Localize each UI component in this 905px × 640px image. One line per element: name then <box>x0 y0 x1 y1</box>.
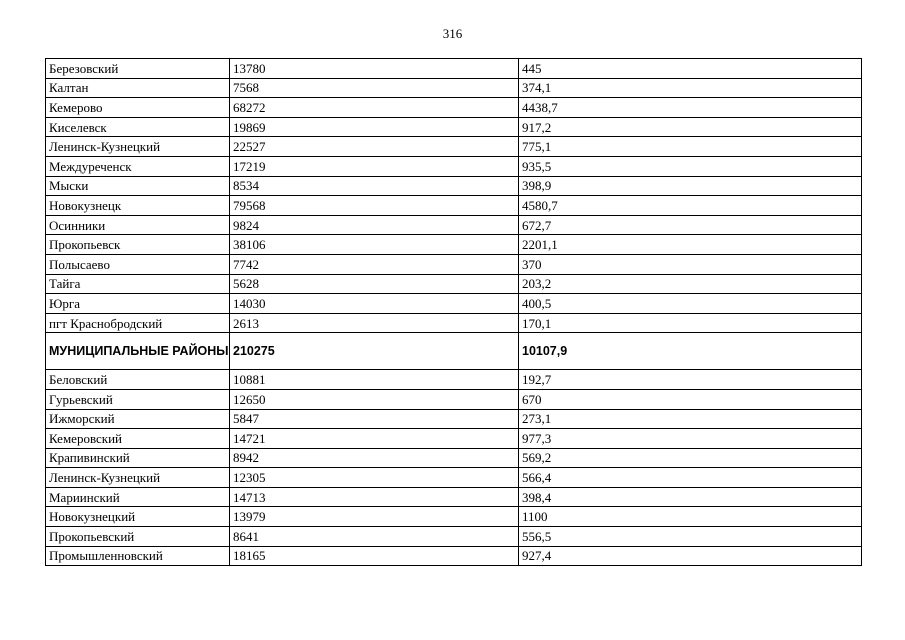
cell-value-1: 79568 <box>230 196 519 216</box>
section-row <box>46 333 862 370</box>
cell-name: Междуреченск <box>46 156 230 176</box>
table-row <box>46 507 862 527</box>
cell-name: Прокопьевск <box>46 235 230 255</box>
cell-value-1: 14721 <box>230 429 519 449</box>
cell-value-2: 917,2 <box>519 117 862 137</box>
cell-value-2: 192,7 <box>519 370 862 390</box>
table-row <box>46 313 862 333</box>
table-row <box>46 137 862 157</box>
cell-name: Березовский <box>46 59 230 79</box>
cell-name: Новокузнецк <box>46 196 230 216</box>
cell-name: Осинники <box>46 215 230 235</box>
cell-value-1: 12650 <box>230 389 519 409</box>
table-row <box>46 389 862 409</box>
table-row <box>46 117 862 137</box>
cell-value-1: 5628 <box>230 274 519 294</box>
cell-value-1: 17219 <box>230 156 519 176</box>
cell-name: Беловский <box>46 370 230 390</box>
cell-value-1: 8942 <box>230 448 519 468</box>
cell-value-1: 13780 <box>230 59 519 79</box>
cell-name: Ижморский <box>46 409 230 429</box>
table-row <box>46 409 862 429</box>
cell-value-2: 672,7 <box>519 215 862 235</box>
cell-value-1: 9824 <box>230 215 519 235</box>
cell-value-1: 19869 <box>230 117 519 137</box>
table-row <box>46 527 862 547</box>
cell-value-2: 4580,7 <box>519 196 862 216</box>
cell-value-1: 8641 <box>230 527 519 547</box>
table-row <box>46 468 862 488</box>
cell-name: пгт Краснобродский <box>46 313 230 333</box>
cell-name: Тайга <box>46 274 230 294</box>
cell-value-1: 210275 <box>230 333 519 370</box>
table-row <box>46 546 862 566</box>
table-row <box>46 370 862 390</box>
cell-name: Прокопьевский <box>46 527 230 547</box>
table-row <box>46 448 862 468</box>
cell-name: Киселевск <box>46 117 230 137</box>
cell-value-2: 670 <box>519 389 862 409</box>
cell-name: Промышленновский <box>46 546 230 566</box>
table-row <box>46 274 862 294</box>
cell-value-2: 445 <box>519 59 862 79</box>
page-number: 316 <box>442 26 463 41</box>
data-table <box>45 58 862 566</box>
table-row <box>46 235 862 255</box>
cell-value-2: 398,4 <box>519 487 862 507</box>
cell-value-2: 569,2 <box>519 448 862 468</box>
cell-value-1: 12305 <box>230 468 519 488</box>
cell-value-2: 398,9 <box>519 176 862 196</box>
cell-name: Мыски <box>46 176 230 196</box>
cell-value-2: 566,4 <box>519 468 862 488</box>
cell-name: Юрга <box>46 294 230 314</box>
table-row <box>46 487 862 507</box>
cell-name: Мариинский <box>46 487 230 507</box>
table-row <box>46 156 862 176</box>
cell-value-2: 927,4 <box>519 546 862 566</box>
cell-value-2: 400,5 <box>519 294 862 314</box>
cell-value-1: 2613 <box>230 313 519 333</box>
table-row <box>46 78 862 98</box>
cell-value-1: 38106 <box>230 235 519 255</box>
cell-value-1: 68272 <box>230 98 519 118</box>
cell-value-1: 7742 <box>230 254 519 274</box>
table-row <box>46 59 862 79</box>
table-row <box>46 176 862 196</box>
cell-value-2: 775,1 <box>519 137 862 157</box>
cell-value-2: 370 <box>519 254 862 274</box>
cell-value-2: 4438,7 <box>519 98 862 118</box>
cell-value-2: 935,5 <box>519 156 862 176</box>
table-row <box>46 254 862 274</box>
cell-name: Кемеровский <box>46 429 230 449</box>
table-row <box>46 215 862 235</box>
cell-value-1: 13979 <box>230 507 519 527</box>
cell-value-2: 170,1 <box>519 313 862 333</box>
cell-value-2: 203,2 <box>519 274 862 294</box>
cell-value-2: 1100 <box>519 507 862 527</box>
cell-name: Ленинск-Кузнецкий <box>46 468 230 488</box>
cell-value-1: 22527 <box>230 137 519 157</box>
table-row <box>46 196 862 216</box>
cell-value-2: 977,3 <box>519 429 862 449</box>
cell-name: Крапивинский <box>46 448 230 468</box>
cell-name: Ленинск-Кузнецкий <box>46 137 230 157</box>
cell-name: Гурьевский <box>46 389 230 409</box>
cell-name: Новокузнецкий <box>46 507 230 527</box>
cell-value-2: 2201,1 <box>519 235 862 255</box>
cell-name: Кемерово <box>46 98 230 118</box>
table-row <box>46 98 862 118</box>
cell-value-1: 14713 <box>230 487 519 507</box>
cell-value-2: 374,1 <box>519 78 862 98</box>
cell-value-2: 10107,9 <box>519 333 862 370</box>
cell-value-1: 8534 <box>230 176 519 196</box>
cell-name: Полысаево <box>46 254 230 274</box>
cell-value-1: 5847 <box>230 409 519 429</box>
table-body <box>46 59 862 566</box>
cell-value-2: 556,5 <box>519 527 862 547</box>
table-row <box>46 429 862 449</box>
cell-name: МУНИЦИПАЛЬНЫЕ РАЙОНЫ <box>46 333 230 370</box>
cell-name: Калтан <box>46 78 230 98</box>
cell-value-1: 7568 <box>230 78 519 98</box>
cell-value-1: 10881 <box>230 370 519 390</box>
table-row <box>46 294 862 314</box>
cell-value-1: 14030 <box>230 294 519 314</box>
cell-value-2: 273,1 <box>519 409 862 429</box>
cell-value-1: 18165 <box>230 546 519 566</box>
